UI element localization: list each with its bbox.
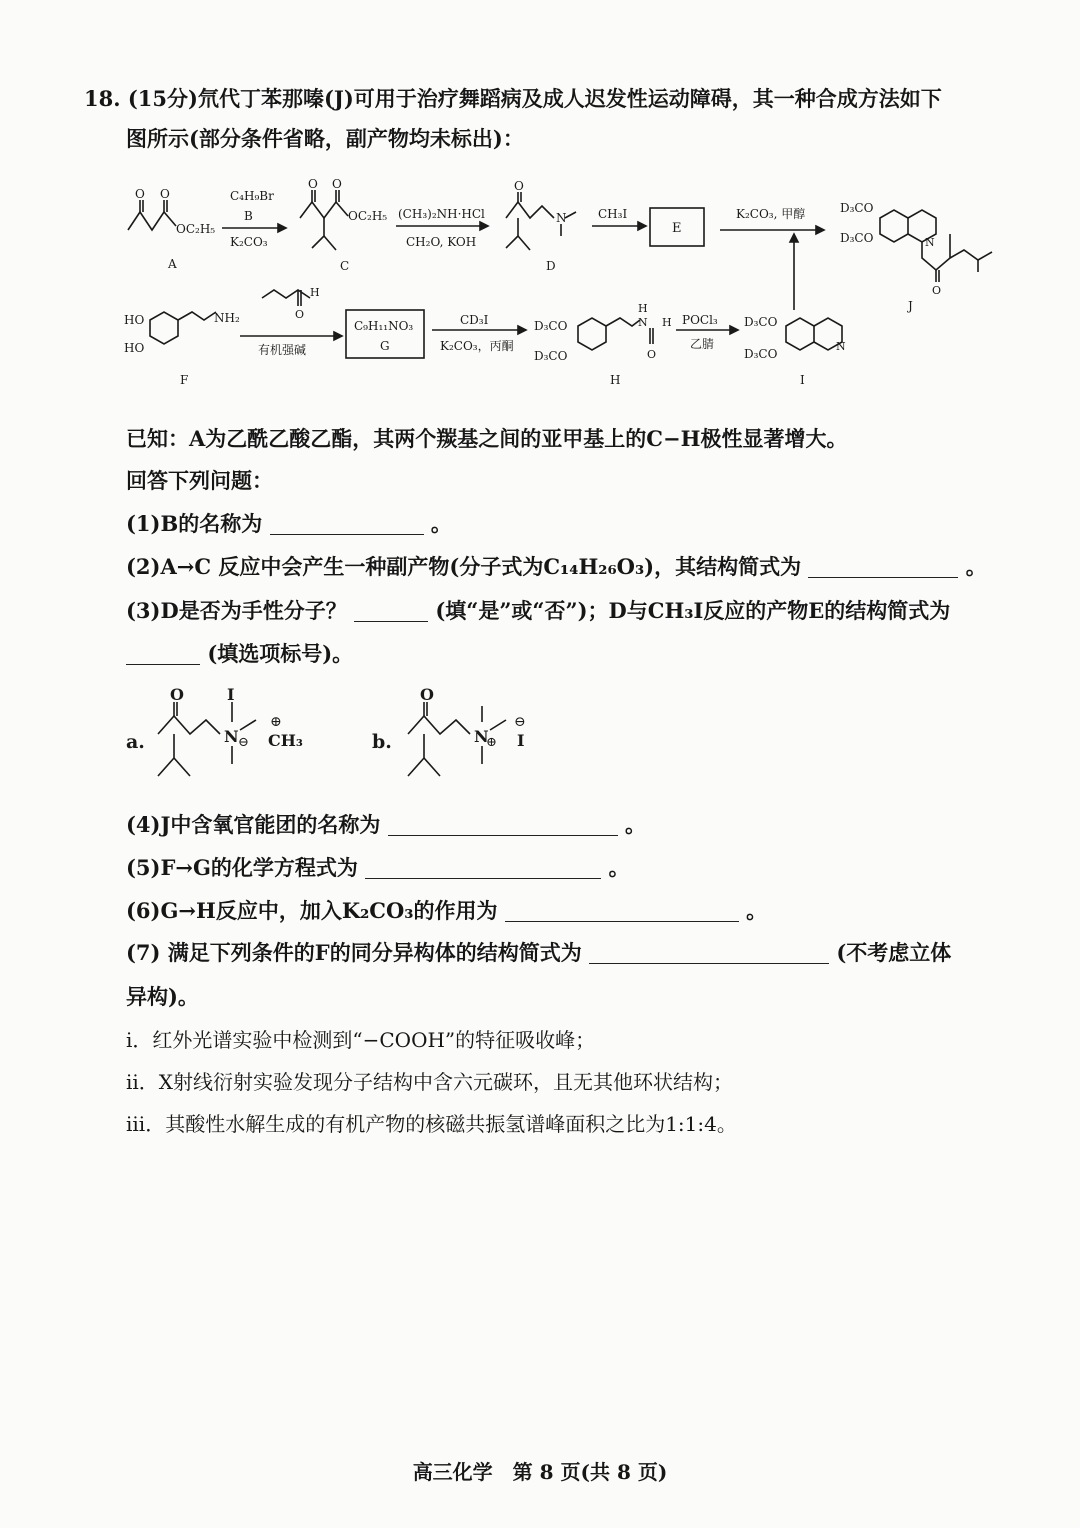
- scheme-arrow1-top: C₄H₉Br: [230, 189, 274, 203]
- option-a-minus: ⊖: [238, 735, 249, 750]
- options-structures: [120, 686, 560, 796]
- scheme-A-o2: O: [160, 187, 170, 201]
- scheme-arrow1-mid: B: [244, 209, 253, 223]
- scheme-H-group-bottom: D₃CO: [534, 349, 568, 363]
- question-7-cont: 异构)。: [126, 984, 199, 1009]
- question-6: [126, 896, 767, 926]
- q1-end: 。: [430, 511, 452, 536]
- question-4: [126, 810, 646, 840]
- scheme-label-I: I: [800, 373, 805, 387]
- scheme-arrow6-bottom: K₂CO₃，丙酮: [440, 339, 514, 353]
- condition-iii: iii．其酸性水解生成的有机产物的核磁共振氢谱峰面积之比为1:1:4。: [126, 1112, 737, 1136]
- q3-text-a: (3)D是否为手性分子？: [126, 598, 347, 623]
- question-intro-line1: (15分)氘代丁苯那嗪(J)可用于治疗舞蹈病及成人迟发性运动障碍，其一种合成方法如下: [127, 86, 942, 111]
- scheme-G-formula: C₉H₁₁NO₃: [354, 319, 414, 333]
- scheme-arrow2-bottom: CH₂O, KOH: [406, 235, 477, 249]
- scheme-label-F: F: [180, 373, 189, 387]
- question-number: 18.: [84, 86, 121, 111]
- scheme-A-group: OC₂H₅: [176, 222, 216, 236]
- question-2: [126, 552, 987, 582]
- scheme-I-group-top: D₃CO: [744, 315, 778, 329]
- q5-answer-blank[interactable]: [365, 856, 601, 879]
- scheme-arrow3-top: CH₃I: [598, 207, 628, 221]
- option-a-label: a.: [126, 731, 145, 753]
- option-b-label: b.: [372, 731, 392, 753]
- question-3-cont: [126, 639, 353, 669]
- scheme-C-group: OC₂H₅: [348, 209, 388, 223]
- scheme-I-n: N: [836, 340, 846, 353]
- scheme-arrow5-bottom: 有机强碱: [258, 343, 307, 357]
- option-a-ch3: CH₃: [268, 731, 303, 750]
- scheme-label-J: J: [908, 299, 913, 313]
- scheme-arrow5-reagent-o: O: [295, 308, 305, 321]
- scheme-arrow1-bottom: K₂CO₃: [230, 235, 268, 249]
- scheme-F-nh2: NH₂: [214, 311, 240, 325]
- option-b-plus: ⊕: [486, 735, 497, 750]
- q5-end: 。: [608, 855, 630, 880]
- scheme-H-nh: H: [638, 302, 648, 315]
- q2-text: (2)A→C 反应中会产生一种副产物(分子式为C₁₄H₂₆O₃)，其结构简式为: [126, 554, 802, 579]
- question-1: [126, 509, 452, 539]
- q4-end: 。: [625, 812, 647, 837]
- scheme-H-n: N: [638, 316, 648, 329]
- q3-chiral-blank[interactable]: [354, 599, 428, 622]
- option-b-o: O: [420, 686, 434, 704]
- scheme-label-C: C: [340, 259, 350, 273]
- question-header: [84, 84, 942, 114]
- option-b-minus: ⊖: [514, 714, 526, 730]
- option-a-plus: ⊕: [270, 714, 282, 730]
- q5-text: (5)F→G的化学方程式为: [126, 855, 358, 880]
- scheme-D-o: O: [514, 179, 524, 193]
- question-intro-line2: 图所示(部分条件省略，副产物均未标出)：: [126, 126, 524, 151]
- q4-text: (4)J中含氧官能团的名称为: [126, 812, 381, 837]
- scheme-J-o: O: [932, 284, 942, 297]
- known-info: 已知：A为乙酰乙酸乙酯，其两个羰基之间的亚甲基上的C−H极性显著增大。: [126, 426, 848, 451]
- scheme-J-group-bottom: D₃CO: [840, 231, 874, 245]
- answer-prompt: 回答下列问题：: [126, 468, 273, 493]
- q2-answer-blank[interactable]: [808, 555, 958, 578]
- q6-answer-blank[interactable]: [505, 899, 739, 922]
- q3-option-blank[interactable]: [126, 642, 200, 665]
- option-b-n: N: [474, 727, 489, 746]
- option-a-n: N: [224, 727, 239, 746]
- scheme-D-n: N: [556, 211, 567, 225]
- scheme-F-ho-top: HO: [124, 313, 145, 327]
- scheme-arrow6-top: CD₃I: [460, 313, 489, 327]
- question-3: [126, 596, 950, 626]
- scheme-F-ho-bottom: HO: [124, 341, 145, 355]
- question-7: [126, 938, 951, 968]
- q1-text: (1)B的名称为: [126, 511, 263, 536]
- scheme-C-o2: O: [332, 178, 342, 191]
- synthesis-scheme: [110, 178, 1010, 398]
- scheme-H-o: O: [647, 348, 657, 361]
- scheme-H-h: H: [662, 316, 672, 329]
- scheme-J-group-top: D₃CO: [840, 201, 874, 215]
- q7-text-a: (7) 满足下列条件的F的同分异构体的结构简式为: [126, 940, 582, 965]
- scheme-A-o1: O: [135, 187, 145, 201]
- q6-text: (6)G→H反应中，加入K₂CO₃的作用为: [126, 898, 498, 923]
- option-b-iodine: I: [517, 731, 525, 750]
- scheme-arrow2-top: (CH₃)₂NH·HCl: [398, 207, 485, 221]
- q3-text-b: (填“是”或“否”)；D与CH₃I反应的产物E的结构简式为: [435, 598, 951, 623]
- condition-ii: ii．X射线衍射实验发现分子结构中含六元碳环，且无其他环状结构；: [126, 1070, 734, 1094]
- question-5: [126, 853, 630, 883]
- q7-text-b: (不考虑立体: [836, 940, 952, 965]
- page-footer: 高三化学 第 8 页(共 8 页): [412, 1460, 668, 1484]
- q2-end: 。: [965, 554, 987, 579]
- scheme-J-n: N: [925, 236, 935, 249]
- q7-answer-blank[interactable]: [589, 941, 829, 964]
- option-a-iodine: I: [227, 686, 235, 704]
- scheme-I-group-bottom: D₃CO: [744, 347, 778, 361]
- scheme-label-E: E: [672, 221, 682, 236]
- scheme-label-G: G: [380, 339, 390, 353]
- scheme-label-H: H: [610, 373, 621, 387]
- q4-answer-blank[interactable]: [388, 813, 618, 836]
- scheme-H-group-top: D₃CO: [534, 319, 568, 333]
- scheme-arrow5-reagent-h: H: [310, 286, 320, 299]
- condition-i: i．红外光谱实验中检测到“−COOH”的特征吸收峰；: [126, 1028, 596, 1052]
- q3-text-c: (填选项标号)。: [207, 641, 354, 666]
- q6-end: 。: [746, 898, 768, 923]
- scheme-C-o1: O: [308, 178, 318, 191]
- scheme-label-A: A: [168, 257, 177, 271]
- scheme-label-D: D: [546, 259, 556, 273]
- scheme-arrow7-top: POCl₃: [682, 313, 718, 327]
- option-a-o: O: [170, 686, 184, 704]
- scheme-arrow4-top: K₂CO₃, 甲醇: [736, 207, 806, 221]
- q1-answer-blank[interactable]: [270, 512, 424, 535]
- scheme-arrow7-bottom: 乙腈: [690, 337, 715, 351]
